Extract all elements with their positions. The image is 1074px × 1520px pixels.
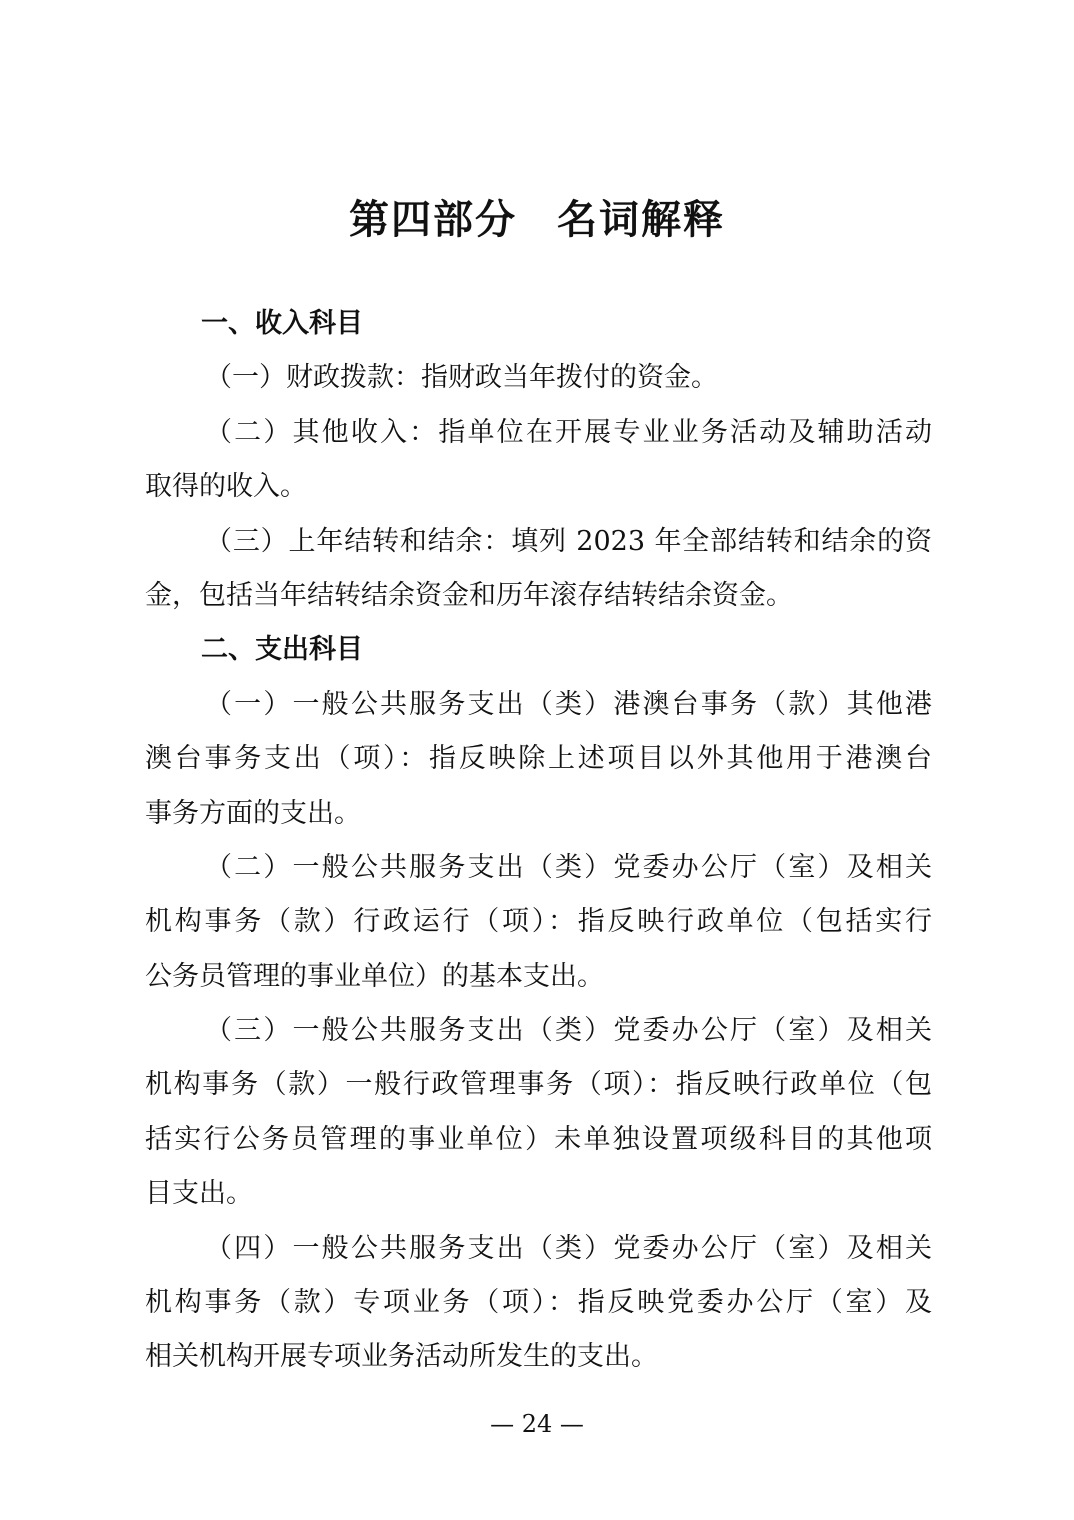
paragraph-line: 事务方面的支出。 [145, 797, 361, 829]
paragraph-line: 目支出。 [145, 1178, 253, 1210]
paragraph-line: （三）一般公共服务支出（类）党委办公厅（室）及相关 [205, 1015, 932, 1047]
paragraph-line: （二）其他收入：指单位在开展专业业务活动及辅助活动 [205, 416, 932, 448]
page-title [0, 188, 1074, 245]
paragraph-line: 机构事务（款）行政运行（项）：指反映行政单位（包括实行 [145, 906, 932, 938]
section-heading: 一、收入科目 [201, 308, 363, 339]
paragraph-line: 机构事务（款）一般行政管理事务（项）：指反映行政单位（包 [145, 1069, 932, 1101]
paragraph-line: 澳台事务支出（项）：指反映除上述项目以外其他用于港澳台 [145, 743, 932, 775]
title-part: 第四部分 [349, 197, 517, 243]
paragraph-line: 相关机构开展专项业务活动所发生的支出。 [145, 1341, 658, 1373]
paragraph-line: （四）一般公共服务支出（类）党委办公厅（室）及相关 [205, 1232, 932, 1264]
paragraph-line: （二）一般公共服务支出（类）党委办公厅（室）及相关 [205, 851, 932, 883]
paragraph-line: 机构事务（款）专项业务（项）：指反映党委办公厅（室）及 [145, 1287, 932, 1319]
page-number: — 24 — [490, 1410, 584, 1438]
paragraph-line: （三）上年结转和结余：填列 2023 年全部结转和结余的资 [205, 525, 932, 557]
section-heading: 二、支出科目 [201, 634, 363, 666]
paragraph-line: （一）财政拨款：指财政当年拨付的资金。 [205, 362, 718, 394]
document-body [145, 297, 932, 1385]
paragraph-line: 公务员管理的事业单位）的基本支出。 [145, 960, 604, 992]
paragraph-line: 金，包括当年结转结余资金和历年滚存结转结余资金。 [145, 579, 793, 611]
title-name: 名词解释 [557, 197, 725, 243]
paragraph-line: 取得的收入。 [145, 471, 307, 503]
paragraph-line: 括实行公务员管理的事业单位）未单独设置项级科目的其他项 [145, 1123, 932, 1155]
paragraph-line: （一）一般公共服务支出（类）港澳台事务（款）其他港 [205, 688, 932, 720]
